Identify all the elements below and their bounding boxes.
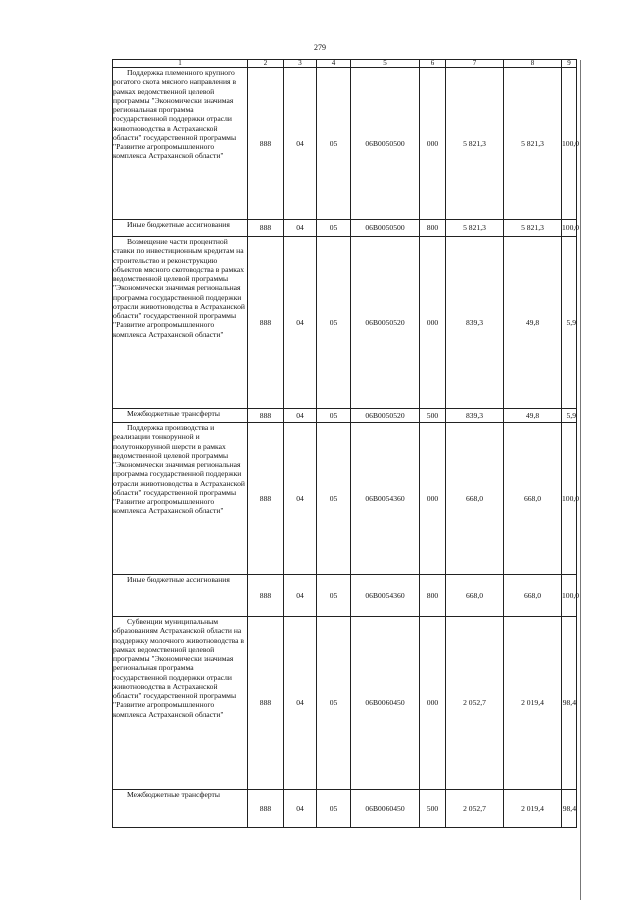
row-description-text: Поддержка производства и реализации тонкорунной и полутонкорунной шерсти в рамках ведомственной целевой программы "Экономически значимая региональная программа государственной поддержки отрасли животноводства в Астраханской области" государственной программы "Развитие агропромышленного комплекса Астраханской области" <box>113 423 245 516</box>
cell-c7: 5 821,3 <box>446 220 504 237</box>
row-description-text: Возмещение части процентной ставки по инвестиционным кредитам на строительство и реконструкцию объектов мясного скотоводства в рамках ведомственной целевой программы "Экономически значимая региональная программа государственной поддержки отрасли животноводства в Астраханской области" государственной программы "Развитие агропромышленного комплекса Астраханской области" <box>113 237 245 339</box>
cell-c5: 06В0050520 <box>351 409 420 423</box>
cell-c2: 888 <box>248 237 284 409</box>
row-description <box>113 617 248 790</box>
cell-c4: 05 <box>317 68 351 220</box>
table-row <box>113 409 577 423</box>
cell-c9: 98,4 <box>562 617 577 790</box>
column-header: 1 <box>113 60 248 68</box>
cell-c3: 04 <box>284 220 317 237</box>
table-row <box>113 423 577 575</box>
cell-c7: 2 052,7 <box>446 790 504 828</box>
cell-c4: 05 <box>317 790 351 828</box>
cell-c3: 04 <box>284 617 317 790</box>
cell-c3: 04 <box>284 790 317 828</box>
row-description <box>113 409 248 423</box>
cell-c8: 668,0 <box>504 423 562 575</box>
row-description <box>113 790 248 828</box>
table-row <box>113 575 577 617</box>
column-header: 5 <box>351 60 420 68</box>
cell-c2: 888 <box>248 790 284 828</box>
cell-c3: 04 <box>284 68 317 220</box>
cell-c5: 06В0050500 <box>351 220 420 237</box>
cell-c6: 500 <box>420 790 446 828</box>
cell-c8: 2 019,4 <box>504 790 562 828</box>
cell-c4: 05 <box>317 617 351 790</box>
page-number: 279 <box>314 43 326 52</box>
cell-c2: 888 <box>248 409 284 423</box>
row-description-text: Поддержка племенного крупного рогатого скота мясного направления в рамках ведомственной целевой программы "Экономически значимая региональная программа государственной поддержки отрасли животноводства в Астраханской области" государственной программы "Развитие агропромышленного комплекса Астраханской области" <box>113 68 237 161</box>
cell-c5: 06В0060450 <box>351 617 420 790</box>
column-header: 4 <box>317 60 351 68</box>
cell-c4: 05 <box>317 575 351 617</box>
cell-c3: 04 <box>284 423 317 575</box>
cell-c9: 5,9 <box>562 409 577 423</box>
cell-c2: 888 <box>248 617 284 790</box>
cell-c6: 000 <box>420 617 446 790</box>
cell-c2: 888 <box>248 68 284 220</box>
cell-c4: 05 <box>317 409 351 423</box>
cell-c2: 888 <box>248 423 284 575</box>
cell-c2: 888 <box>248 575 284 617</box>
cell-c2: 888 <box>248 220 284 237</box>
column-header: 6 <box>420 60 446 68</box>
cell-c9: 100,0 <box>562 68 577 220</box>
table-row <box>113 220 577 237</box>
cell-c8: 5 821,3 <box>504 68 562 220</box>
row-description-text: Иные бюджетные ассигнования <box>127 220 230 229</box>
row-description <box>113 237 248 409</box>
cell-c8: 2 019,4 <box>504 617 562 790</box>
cell-c3: 04 <box>284 237 317 409</box>
margin-rule <box>580 60 581 900</box>
cell-c8: 49,8 <box>504 409 562 423</box>
cell-c6: 500 <box>420 409 446 423</box>
cell-c4: 05 <box>317 237 351 409</box>
cell-c6: 800 <box>420 575 446 617</box>
cell-c6: 000 <box>420 237 446 409</box>
cell-c6: 000 <box>420 423 446 575</box>
cell-c8: 668,0 <box>504 575 562 617</box>
cell-c7: 2 052,7 <box>446 617 504 790</box>
row-description-text: Иные бюджетные ассигнования <box>127 575 230 584</box>
cell-c8: 49,8 <box>504 237 562 409</box>
column-header: 8 <box>504 60 562 68</box>
cell-c9: 98,4 <box>562 790 577 828</box>
cell-c9: 100,0 <box>562 220 577 237</box>
row-description <box>113 68 248 220</box>
cell-c4: 05 <box>317 423 351 575</box>
cell-c8: 5 821,3 <box>504 220 562 237</box>
cell-c3: 04 <box>284 575 317 617</box>
cell-c5: 06В0054360 <box>351 423 420 575</box>
cell-c6: 800 <box>420 220 446 237</box>
cell-c5: 06В0050520 <box>351 237 420 409</box>
cell-c7: 5 821,3 <box>446 68 504 220</box>
row-description-text: Межбюджетные трансферты <box>127 409 220 418</box>
table-row <box>113 617 577 790</box>
row-description <box>113 220 248 237</box>
cell-c9: 5,9 <box>562 237 577 409</box>
column-header: 7 <box>446 60 504 68</box>
cell-c4: 05 <box>317 220 351 237</box>
cell-c7: 668,0 <box>446 575 504 617</box>
column-header: 2 <box>248 60 284 68</box>
column-header: 9 <box>562 60 577 68</box>
cell-c5: 06В0060450 <box>351 790 420 828</box>
cell-c7: 668,0 <box>446 423 504 575</box>
column-header: 3 <box>284 60 317 68</box>
cell-c3: 04 <box>284 409 317 423</box>
cell-c6: 000 <box>420 68 446 220</box>
table-row <box>113 790 577 828</box>
table-row <box>113 68 577 220</box>
cell-c9: 100,0 <box>562 575 577 617</box>
column-number-header <box>113 60 577 68</box>
row-description <box>113 575 248 617</box>
cell-c9: 100,0 <box>562 423 577 575</box>
cell-c7: 839,3 <box>446 409 504 423</box>
row-description-text: Субвенции муниципальным образованиям Астраханской области на поддержку молочного животноводства в рамках ведомственной целевой программы "Экономически значимая региональная программа государственной поддержки отрасли животноводства в Астраханской области" государственной программы "Развитие агропромышленного комплекса Астраханской области" <box>113 617 244 719</box>
row-description <box>113 423 248 575</box>
budget-table <box>112 59 580 828</box>
cell-c5: 06В0050500 <box>351 68 420 220</box>
cell-c7: 839,3 <box>446 237 504 409</box>
row-description-text: Межбюджетные трансферты <box>127 790 220 799</box>
cell-c5: 06В0054360 <box>351 575 420 617</box>
table-row <box>113 237 577 409</box>
